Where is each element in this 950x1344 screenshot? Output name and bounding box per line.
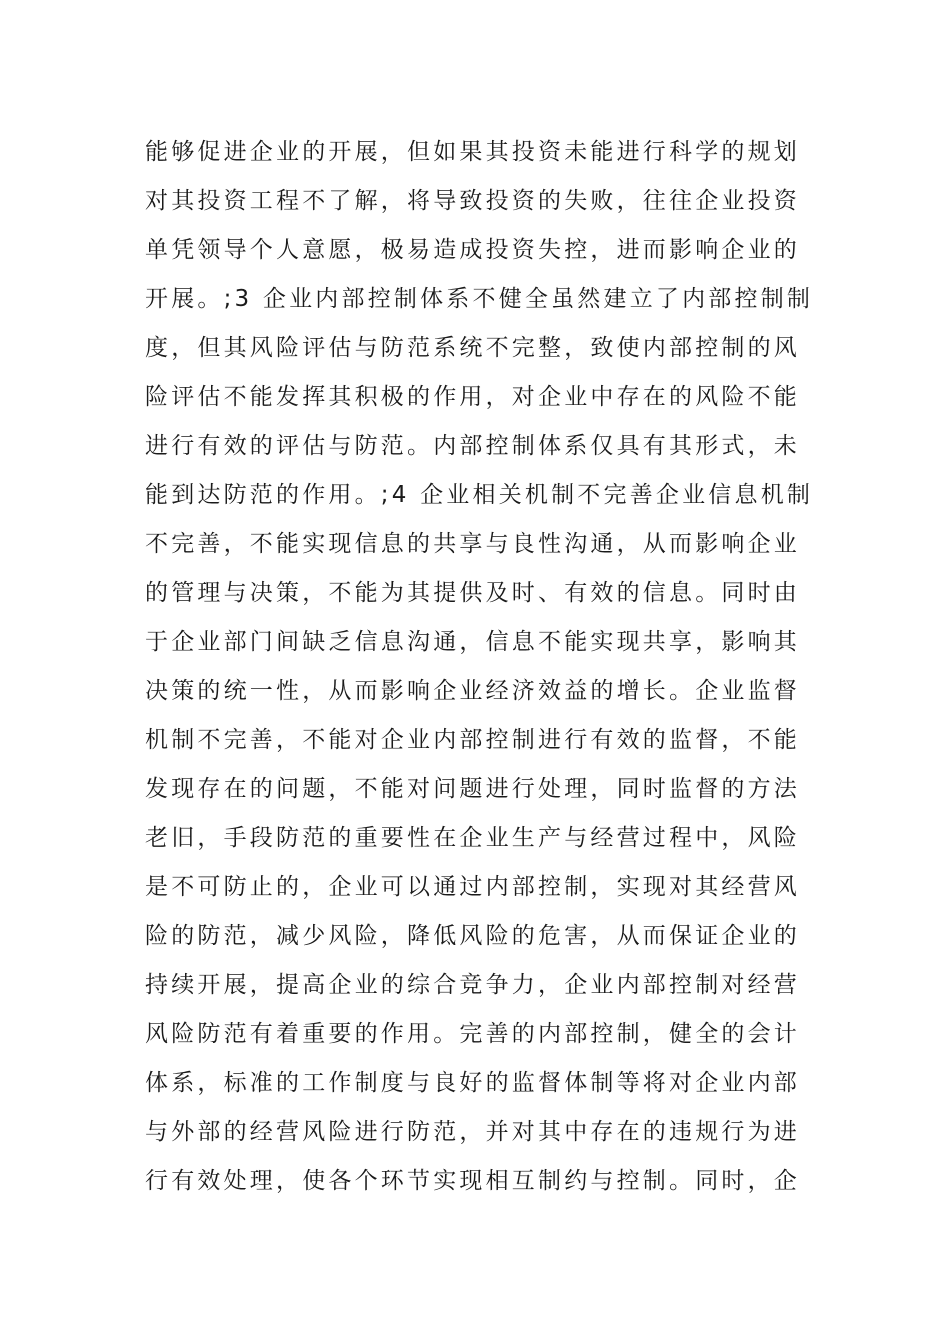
text-line: 发现存在的问题，不能对问题进行处理，同时监督的方法 [145,776,800,802]
text-line: 单凭领导个人意愿，极易造成投资失控，进而影响企业的 [145,237,800,263]
text-line: 体系，标准的工作制度与良好的监督体制等将对企业内部 [145,1070,800,1096]
text-line: 决策的统一性，从而影响企业经济效益的增长。企业监督 [145,678,800,704]
text-line: 对其投资工程不了解，将导致投资的失败，往往企业投资 [145,188,800,214]
text-line: 险评估不能发挥其积极的作用，对企业中存在的风险不能 [145,384,800,410]
text-line: 能到达防范的作用。;4 企业相关机制不完善企业信息机制 [145,482,814,508]
text-line: 老旧，手段防范的重要性在企业生产与经营过程中，风险 [145,825,800,851]
text-line: 风险防范有着重要的作用。完善的内部控制，健全的会计 [145,1021,800,1047]
text-line: 险的防范，减少风险，降低风险的危害，从而保证企业的 [145,923,800,949]
text-line: 的管理与决策，不能为其提供及时、有效的信息。同时由 [145,580,800,606]
text-line: 于企业部门间缺乏信息沟通，信息不能实现共享，影响其 [145,629,800,655]
text-line: 不完善，不能实现信息的共享与良性沟通，从而影响企业 [145,531,800,557]
text-line: 能够促进企业的开展，但如果其投资未能进行科学的规划 [145,139,800,165]
text-line: 进行有效的评估与防范。内部控制体系仅具有其形式，未 [145,433,800,459]
text-line: 开展。;3 企业内部控制体系不健全虽然建立了内部控制制 [145,286,814,312]
text-line: 机制不完善，不能对企业内部控制进行有效的监督，不能 [145,727,800,753]
text-line: 是不可防止的，企业可以通过内部控制，实现对其经营风 [145,874,800,900]
text-line: 持续开展，提高企业的综合竞争力，企业内部控制对经营 [145,972,800,998]
body-paragraph [145,128,815,1206]
text-line: 与外部的经营风险进行防范，并对其中存在的违规行为进 [145,1119,800,1145]
text-line: 度，但其风险评估与防范系统不完整，致使内部控制的风 [145,335,800,361]
text-line: 行有效处理，使各个环节实现相互制约与控制。同时，企 [145,1168,800,1194]
